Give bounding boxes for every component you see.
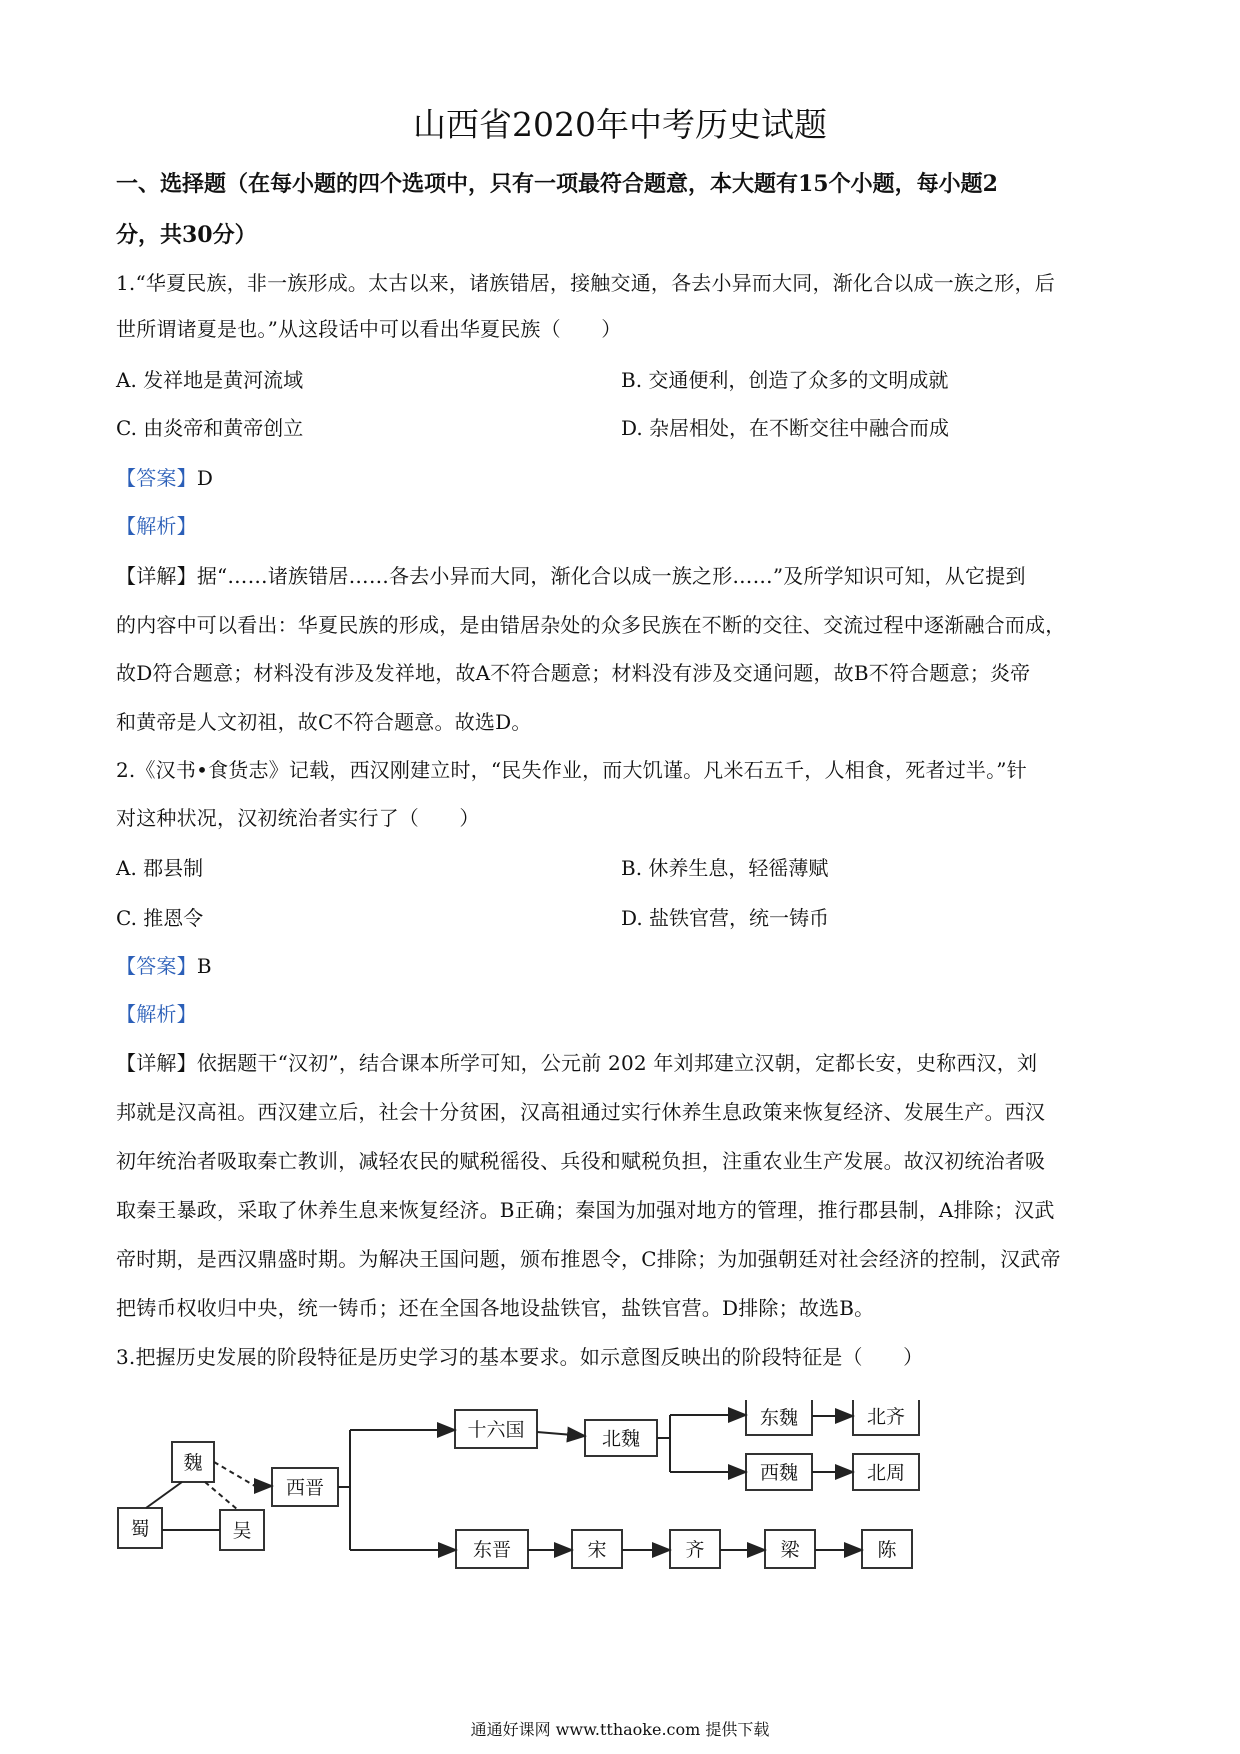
q2-option-d: D. 盐铁官营，统一铸币 (621, 906, 830, 930)
label-xijin: 西晋 (285, 1477, 325, 1499)
q2-detail-line3: 初年统治者吸取秦亡教训，减轻农民的赋税徭役、兵役和赋税负担，注重农业生产发展。故汉初统治者吸 (116, 1149, 1046, 1173)
q3-stem: 3.把握历史发展的阶段特征是历史学习的基本要求。如示意图反映出的阶段特征是（ ） (116, 1345, 924, 1369)
q2-detail-text1: 依据题干“汉初”，结合课本所学可知，公元前 202 年刘邦建立汉朝，定都长安，史称西汉，刘 (196, 1051, 1038, 1075)
label-dongjin: 东晋 (472, 1539, 512, 1561)
q2-detail-line5: 帝时期，是西汉鼎盛时期。为解决王国问题，颁布推恩令，C排除；为加强朝廷对社会经济的控制，汉武帝 (116, 1247, 1061, 1271)
label-wu: 吴 (232, 1520, 252, 1542)
link-wei-xijin-dashed (214, 1462, 255, 1486)
q1-stem-line2: 世所谓诸夏是也。”从这段话中可以看出华夏民族（ ） (116, 317, 622, 341)
q1-detail-line3: 故D符合题意；材料没有涉及发祥地，故A不符合题意；材料没有涉及交通问题，故B不符合题意；炎帝 (116, 661, 1031, 685)
link-wei-wu (205, 1482, 238, 1510)
q1-answer-value: D (196, 466, 214, 490)
label-beiqi: 北齐 (866, 1406, 906, 1428)
q1-detail-line4: 和黄帝是人文初祖，故C不符合题意。故选D。 (116, 710, 532, 734)
detail-tag: 【详解】 (116, 564, 197, 588)
label-beizhou: 北周 (866, 1462, 906, 1484)
arrow-to-beiwei (537, 1432, 585, 1436)
q1-detail-line2: 的内容中可以看出：华夏民族的形成，是由错居杂处的众多民族在不断的交往、交流过程中逐渐融合而成， (116, 613, 1066, 637)
section-heading-line2: 分，共30分） (116, 222, 257, 248)
q1-stem-line1: 1.“华夏民族，非一族形成。太古以来，诸族错居，接触交通，各去小异而大同，渐化合以成一族之形，后 (116, 271, 1055, 295)
page-title: 山西省2020年中考历史试题 (413, 105, 827, 144)
section-heading-line1: 一、选择题（在每小题的四个选项中，只有一项最符合题意，本大题有15个小题，每小题2 (116, 171, 998, 197)
label-beiwei: 北魏 (601, 1428, 641, 1450)
q1-detail-text1: 据“……诸族错居……各去小异而大同，渐化合以成一族之形……”及所学知识可知，从它提到 (196, 564, 1026, 588)
q2-option-a: A. 郡县制 (116, 856, 204, 880)
q2-option-c: C. 推恩令 (116, 906, 204, 930)
q2-detail-line4: 取秦王暴政，采取了休养生息来恢复经济。B正确；秦国为加强对地方的管理，推行郡县制，A排除；汉武 (116, 1198, 1055, 1222)
label-chen: 陈 (877, 1539, 897, 1561)
label-liang: 梁 (780, 1539, 800, 1561)
q2-answer (116, 951, 1136, 981)
q2-detail-line2: 邦就是汉高祖。西汉建立后，社会十分贫困，汉高祖通过实行休养生息政策来恢复经济、发展生产。西汉 (116, 1100, 1046, 1124)
q1-detail-line1 (116, 561, 1136, 591)
label-xiwei: 西魏 (759, 1462, 799, 1484)
answer-tag: 【答案】 (116, 954, 197, 978)
q2-stem-line1: 2.《汉书•食货志》记载，西汉刚建立时，“民失作业，而大饥谨。凡米石五千，人相食，死者过半。”针 (116, 758, 1027, 782)
q2-detail-line6: 把铸币权收归中央，统一铸币；还在全国各地设盐铁官，盐铁官营。D排除；故选B。 (116, 1296, 875, 1320)
label-wei: 魏 (183, 1452, 203, 1474)
analysis-tag: 【解析】 (116, 514, 197, 538)
label-shu: 蜀 (130, 1518, 150, 1540)
q1-answer (116, 463, 1136, 493)
answer-tag: 【答案】 (116, 466, 197, 490)
link-wei-shu (146, 1482, 182, 1508)
q1-option-c: C. 由炎帝和黄帝创立 (116, 416, 304, 440)
q2-answer-value: B (196, 954, 212, 978)
q1-analysis (116, 511, 1136, 541)
detail-tag: 【详解】 (116, 1051, 197, 1075)
q1-option-d: D. 杂居相处，在不断交往中融合而成 (621, 416, 950, 440)
q1-option-b: B. 交通便利，创造了众多的文明成就 (621, 368, 949, 392)
page-footer: 通通好课网 www.tthaoke.com 提供下载 (470, 1720, 770, 1739)
q1-option-a: A. 发祥地是黄河流域 (116, 368, 304, 392)
q2-detail-line1 (116, 1048, 1136, 1078)
label-shiliuguo: 十六国 (467, 1419, 525, 1441)
analysis-tag: 【解析】 (116, 1002, 197, 1026)
q2-stem-line2: 对这种状况，汉初统治者实行了（ ） (116, 806, 480, 830)
q2-option-b: B. 休养生息，轻徭薄赋 (621, 856, 829, 880)
label-qi: 齐 (685, 1539, 705, 1561)
label-dongwei: 东魏 (759, 1407, 799, 1429)
dynasty-flow-diagram (110, 1400, 930, 1575)
label-song: 宋 (587, 1539, 607, 1561)
q2-analysis (116, 999, 1136, 1029)
